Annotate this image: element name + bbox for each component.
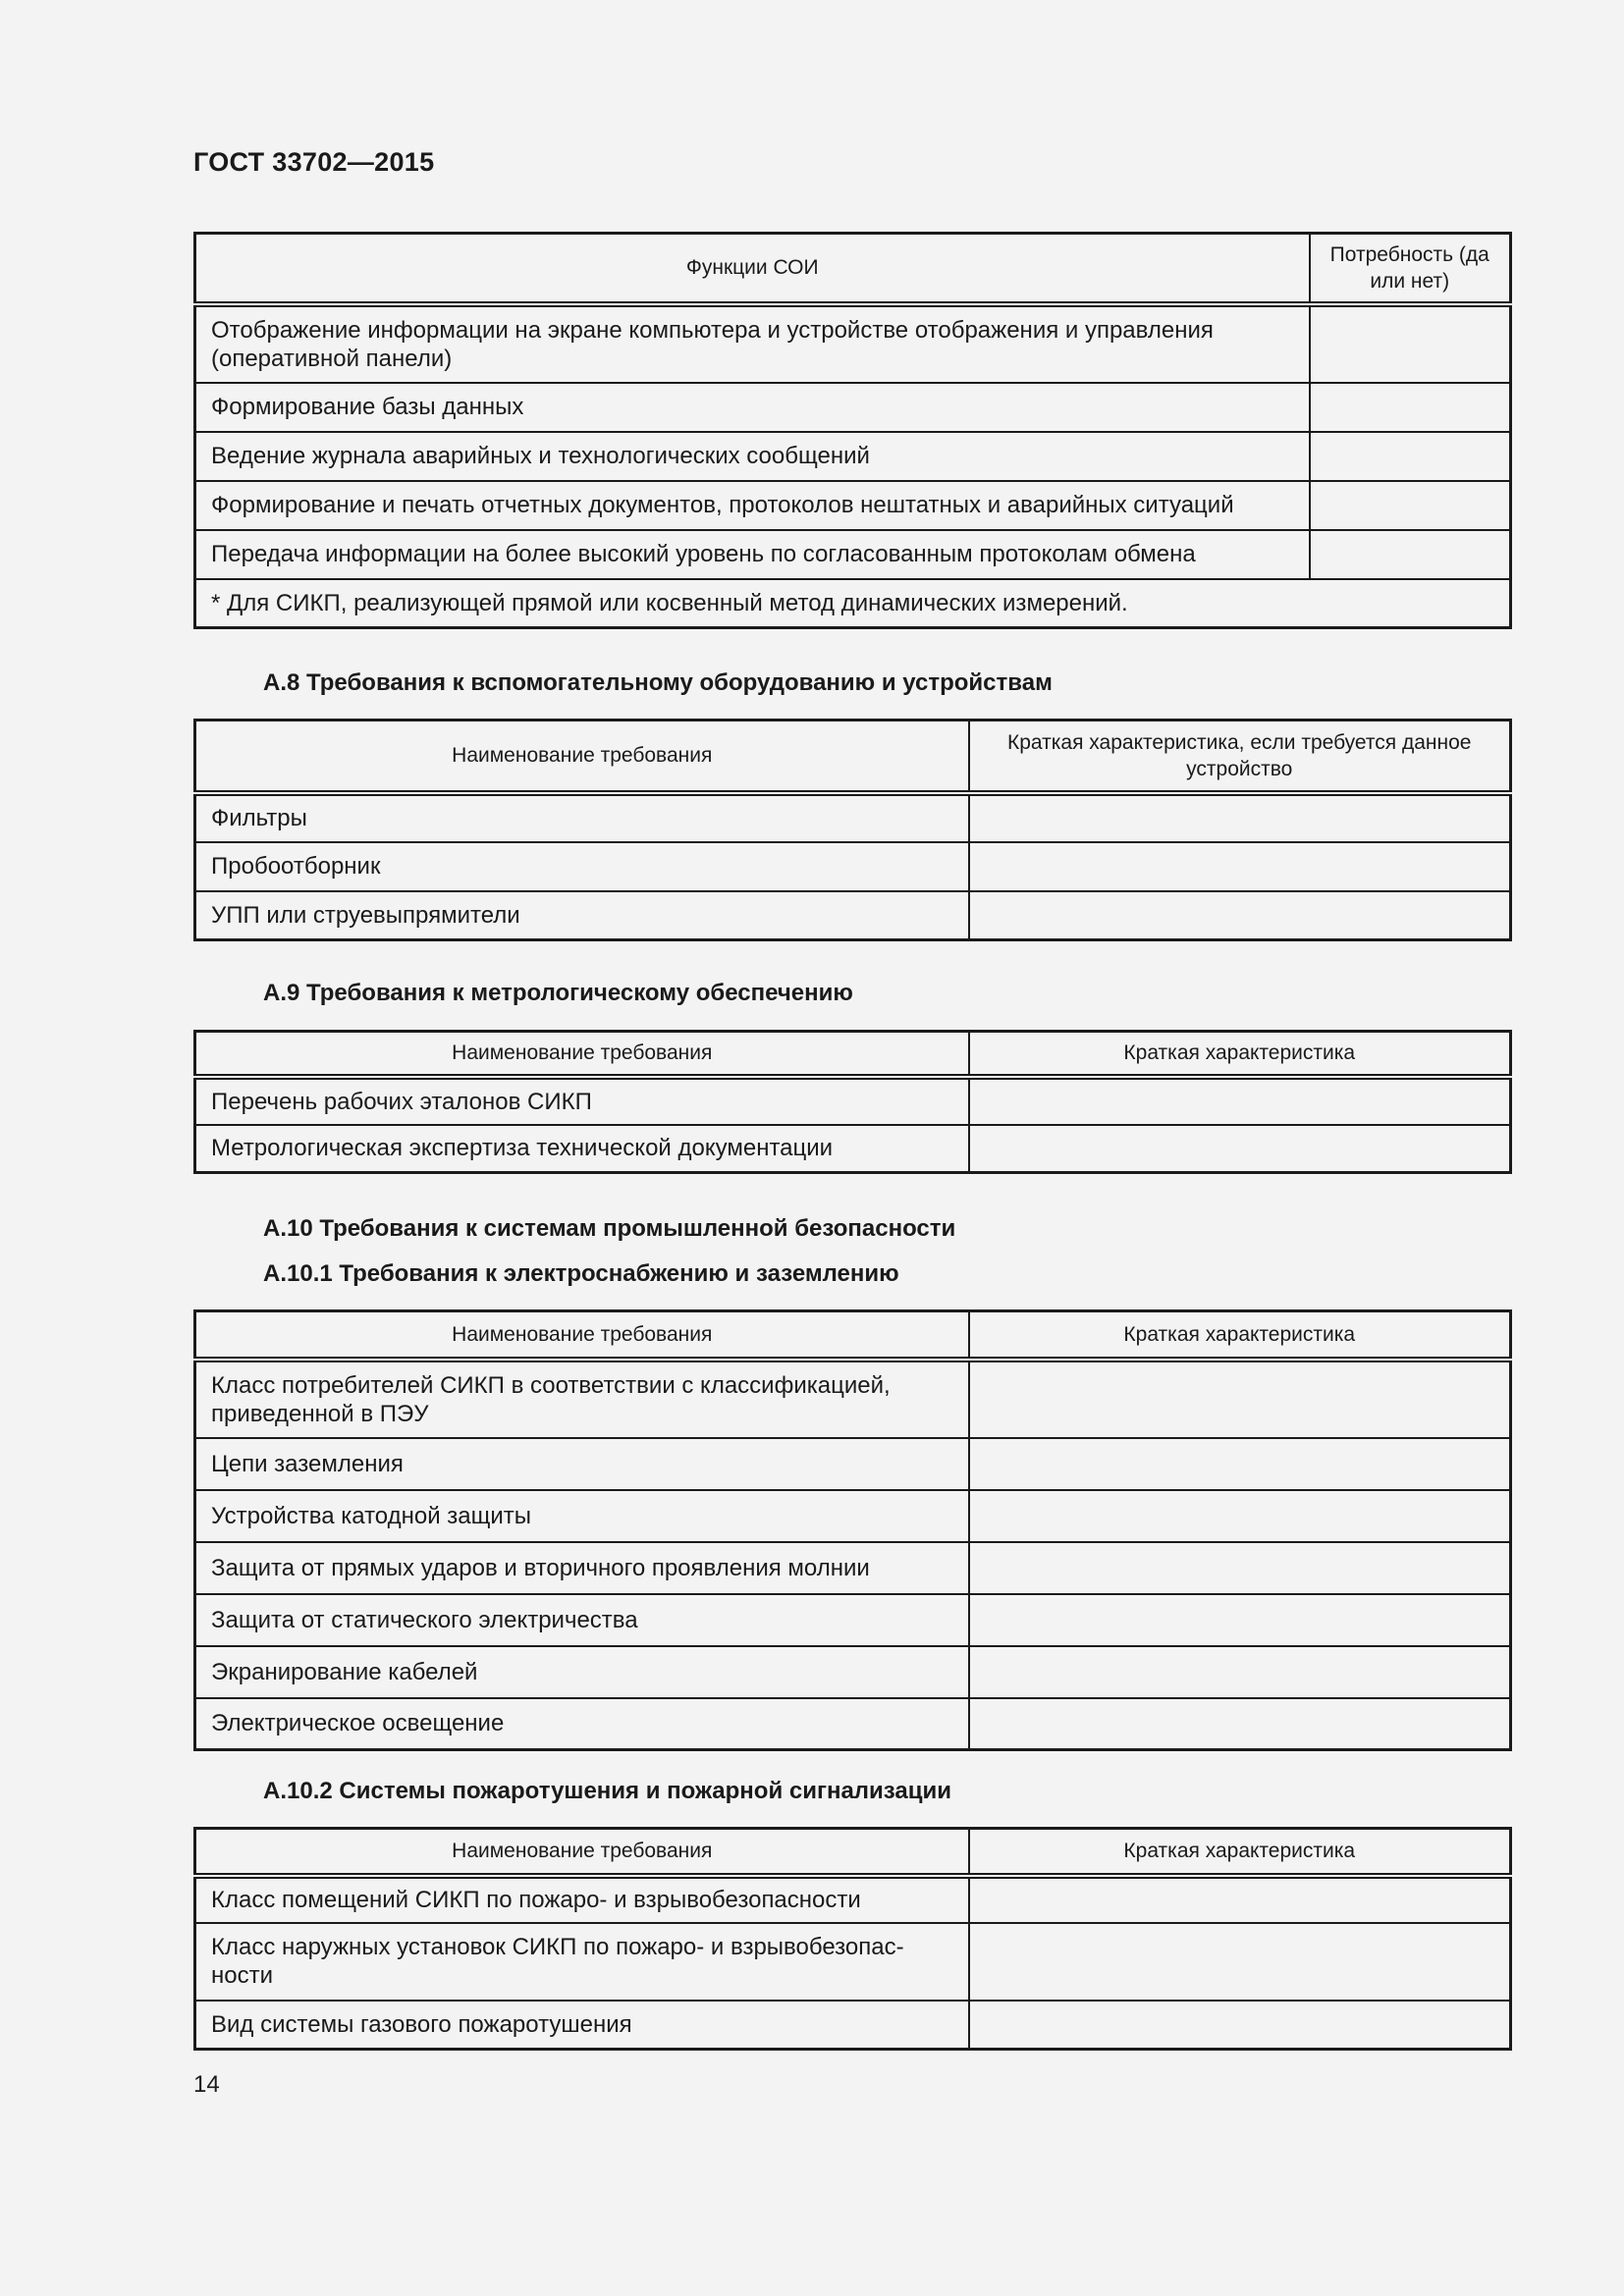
row-value-cell: [1310, 432, 1511, 481]
table-header-row: [195, 1311, 1511, 1360]
table-row: [195, 1923, 1511, 2001]
row-label: УПП или струевыпрямители: [195, 891, 969, 940]
row-label: Экранирование кабелей: [195, 1646, 969, 1698]
column-header-characteristic: Краткая характеристика: [969, 1032, 1511, 1077]
column-header-characteristic: Краткая характеристика, если требуется данное устройство: [969, 721, 1511, 793]
table-header-row: [195, 1829, 1511, 1876]
table-row: [195, 432, 1511, 481]
table-row: [195, 481, 1511, 530]
row-value-cell: [969, 842, 1511, 891]
row-value-cell: [969, 1490, 1511, 1542]
row-value-cell: [969, 793, 1511, 842]
table-row: [195, 1490, 1511, 1542]
table-row: [195, 1698, 1511, 1750]
row-value-cell: [969, 1923, 1511, 2001]
row-value-cell: [969, 1876, 1511, 1923]
metrology-table: [193, 1030, 1512, 1174]
row-label: Класс наружных установок СИКП по пожаро- и взрывобезопасности: [195, 1923, 969, 2001]
column-header-name: Наименование требования: [195, 721, 969, 793]
row-value-cell: [969, 891, 1511, 940]
section-title-a8: А.8 Требования к вспомогательному оборудованию и устройствам: [263, 669, 1053, 696]
table-row: [195, 891, 1511, 940]
row-label: Перечень рабочих эталонов СИКП: [195, 1077, 969, 1125]
column-header-need: Потребность (да или нет): [1310, 234, 1511, 304]
row-label: Формирование базы данных: [195, 383, 1310, 432]
row-label: Устройства катодной защиты: [195, 1490, 969, 1542]
row-value-cell: [969, 1125, 1511, 1173]
table-row: [195, 2001, 1511, 2050]
row-value-cell: [969, 1594, 1511, 1646]
table-header-row: [195, 234, 1511, 304]
column-header-name: Наименование требования: [195, 1829, 969, 1876]
row-label: Передача информации на более высокий уровень по согласованным протоколам обмена: [195, 530, 1310, 579]
auxiliary-equipment-table: [193, 719, 1512, 941]
row-label: Вид системы газового пожаротушения: [195, 2001, 969, 2050]
table-row: [195, 1125, 1511, 1173]
column-header-characteristic: Краткая характеристика: [969, 1829, 1511, 1876]
power-grounding-table: [193, 1309, 1512, 1751]
row-label: Пробоотборник: [195, 842, 969, 891]
row-label: Метрологическая экспертиза технической документации: [195, 1125, 969, 1173]
row-label: Фильтры: [195, 793, 969, 842]
table-row: [195, 842, 1511, 891]
column-header-name: Наименование требования: [195, 1311, 969, 1360]
section-title-a10-1: А.10.1 Требования к электроснабжению и заземлению: [263, 1260, 899, 1287]
table-row: [195, 1876, 1511, 1923]
row-value-cell: [1310, 304, 1511, 383]
row-label: Класс помещений СИКП по пожаро- и взрывобезопасности: [195, 1876, 969, 1923]
table-note-row: [195, 579, 1511, 628]
section-title-a10-2: А.10.2 Системы пожаротушения и пожарной сигнализации: [263, 1778, 952, 1804]
table-row: [195, 1594, 1511, 1646]
row-value-cell: [1310, 530, 1511, 579]
row-value-cell: [1310, 481, 1511, 530]
fire-protection-table: [193, 1827, 1512, 2051]
row-value-cell: [969, 1646, 1511, 1698]
table-footnote: * Для СИКП, реализующей прямой или косвенный метод динамических измерений.: [195, 579, 1511, 628]
column-header-characteristic: Краткая характеристика: [969, 1311, 1511, 1360]
row-label: Отображение информации на экране компьютера и устройстве отображения и управления (оперативной панели): [195, 304, 1310, 383]
row-value-cell: [969, 1077, 1511, 1125]
table-row: [195, 304, 1511, 383]
row-label: Ведение журнала аварийных и технологических сообщений: [195, 432, 1310, 481]
table-row: [195, 1438, 1511, 1490]
table-row: [195, 793, 1511, 842]
row-value-cell: [969, 1542, 1511, 1594]
row-value-cell: [969, 2001, 1511, 2050]
table-row: [195, 530, 1511, 579]
row-value-cell: [969, 1360, 1511, 1438]
row-label: Формирование и печать отчетных документов, протоколов нештатных и аварийных ситуаций: [195, 481, 1310, 530]
table-header-row: [195, 1032, 1511, 1077]
row-label: Цепи заземления: [195, 1438, 969, 1490]
row-label: Электрическое освещение: [195, 1698, 969, 1750]
table-header-row: [195, 721, 1511, 793]
column-header-name: Наименование требования: [195, 1032, 969, 1077]
row-label: Защита от прямых ударов и вторичного проявления молнии: [195, 1542, 969, 1594]
row-label: Класс потребителей СИКП в соответствии с классификацией, приведенной в ПЭУ: [195, 1360, 969, 1438]
row-label: Защита от статического электричества: [195, 1594, 969, 1646]
section-title-a9: А.9 Требования к метрологическому обеспечению: [263, 980, 853, 1006]
row-value-cell: [969, 1698, 1511, 1750]
table-row: [195, 1077, 1511, 1125]
document-code: ГОСТ 33702—2015: [193, 147, 435, 177]
column-header-functions: Функции СОИ: [195, 234, 1310, 304]
row-value-cell: [969, 1438, 1511, 1490]
section-title-a10: А.10 Требования к системам промышленной безопасности: [263, 1215, 956, 1242]
page-number: 14: [193, 2071, 220, 2098]
row-value-cell: [1310, 383, 1511, 432]
table-row: [195, 1646, 1511, 1698]
table-row: [195, 383, 1511, 432]
table-row: [195, 1360, 1511, 1438]
table-row: [195, 1542, 1511, 1594]
soi-functions-table: [193, 232, 1512, 629]
